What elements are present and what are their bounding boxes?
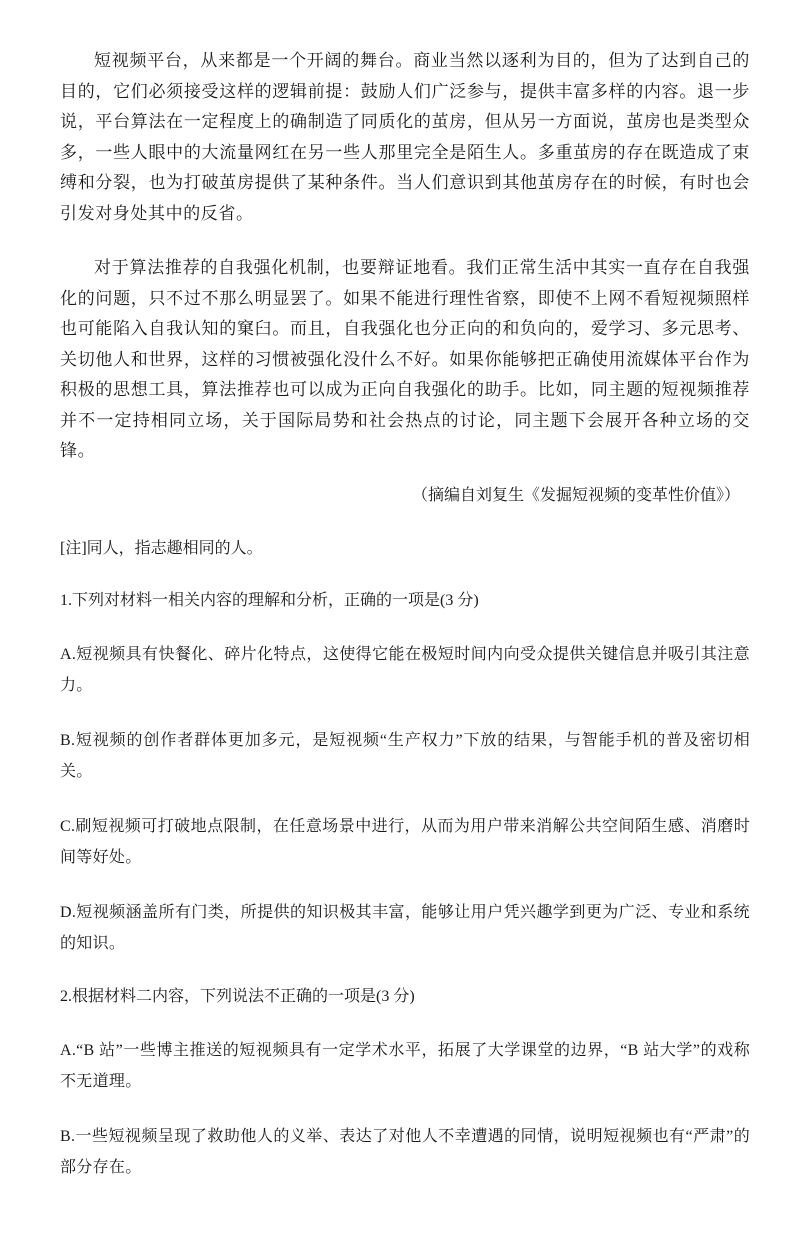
question-stem: 1.下列对材料一相关内容的理解和分析，正确的一项是(3 分) — [60, 591, 479, 609]
question-1 — [60, 587, 750, 959]
question-stem: 2.根据材料二内容，下列说法不正确的一项是(3 分) — [60, 987, 415, 1005]
document-page — [60, 40, 750, 1183]
passage-paragraph-2: 对于算法推荐的自我强化机制，也要辩证地看。我们正常生活中其实一直存在自我强化的问题，只不过不那么明显罢了。如果不能进行理性省察，即使不上网不看短视频照样也可能陷入自我认知的窠臼。而且，自我强化也分正向的和负向的，爱学习、多元思考、关切他人和世界，这样的习惯被强化没什么不好。如果你能够把正确使用流媒体平台作为积极的思想工具，算法推荐也可以成为正向自我强化的助手。比如，同主题的短视频推荐并不一定持相同立场，关于国际局势和社会热点的讨论，同主题下会展开各种立场的交锋。 — [60, 258, 750, 461]
passage-source: （摘编自刘复生《发掘短视频的变革性价值》） — [411, 484, 740, 504]
question-2 — [60, 983, 750, 1183]
option-a: A.“B 站”一些博主推送的短视频具有一定学术水平，拓展了大学课堂的边界，“B 站大学”的戏称不无道理。 — [60, 1041, 750, 1090]
option-d: D.短视频涵盖所有门类，所提供的知识极其丰富，能够让用户凭兴趣学到更为广泛、专业和系统的知识。 — [60, 903, 750, 952]
option-a: A.短视频具有快餐化、碎片化特点，这使得它能在极短时间内向受众提供关键信息并吸引其注意力。 — [60, 645, 750, 694]
option-c: C.刷短视频可打破地点限制，在任意场景中进行，从而为用户带来消解公共空间陌生感、消磨时间等好处。 — [60, 817, 750, 866]
passage-paragraph-1: 短视频平台，从来都是一个开阔的舞台。商业当然以逐利为目的，但为了达到自己的目的，它们必须接受这样的逻辑前提：鼓励人们广泛参与，提供丰富多样的内容。退一步说，平台算法在一定程度上的确制造了同质化的茧房，但从另一方面说，茧房也是类型众多，一些人眼中的大流量网红在另一些人那里完全是陌生人。多重茧房的存在既造成了束缚和分裂，也为打破茧房提供了某种条件。当人们意识到其他茧房存在的时候，有时也会引发对身处其中的反省。 — [60, 51, 750, 224]
footnote: [注]同人，指志趣相同的人。 — [60, 539, 263, 557]
option-b: B.一些短视频呈现了救助他人的义举、表达了对他人不幸遭遇的同情，说明短视频也有“严肃”的部分存在。 — [60, 1127, 750, 1176]
option-b: B.短视频的创作者群体更加多元，是短视频“生产权力”下放的结果，与智能手机的普及密切相关。 — [60, 731, 750, 780]
